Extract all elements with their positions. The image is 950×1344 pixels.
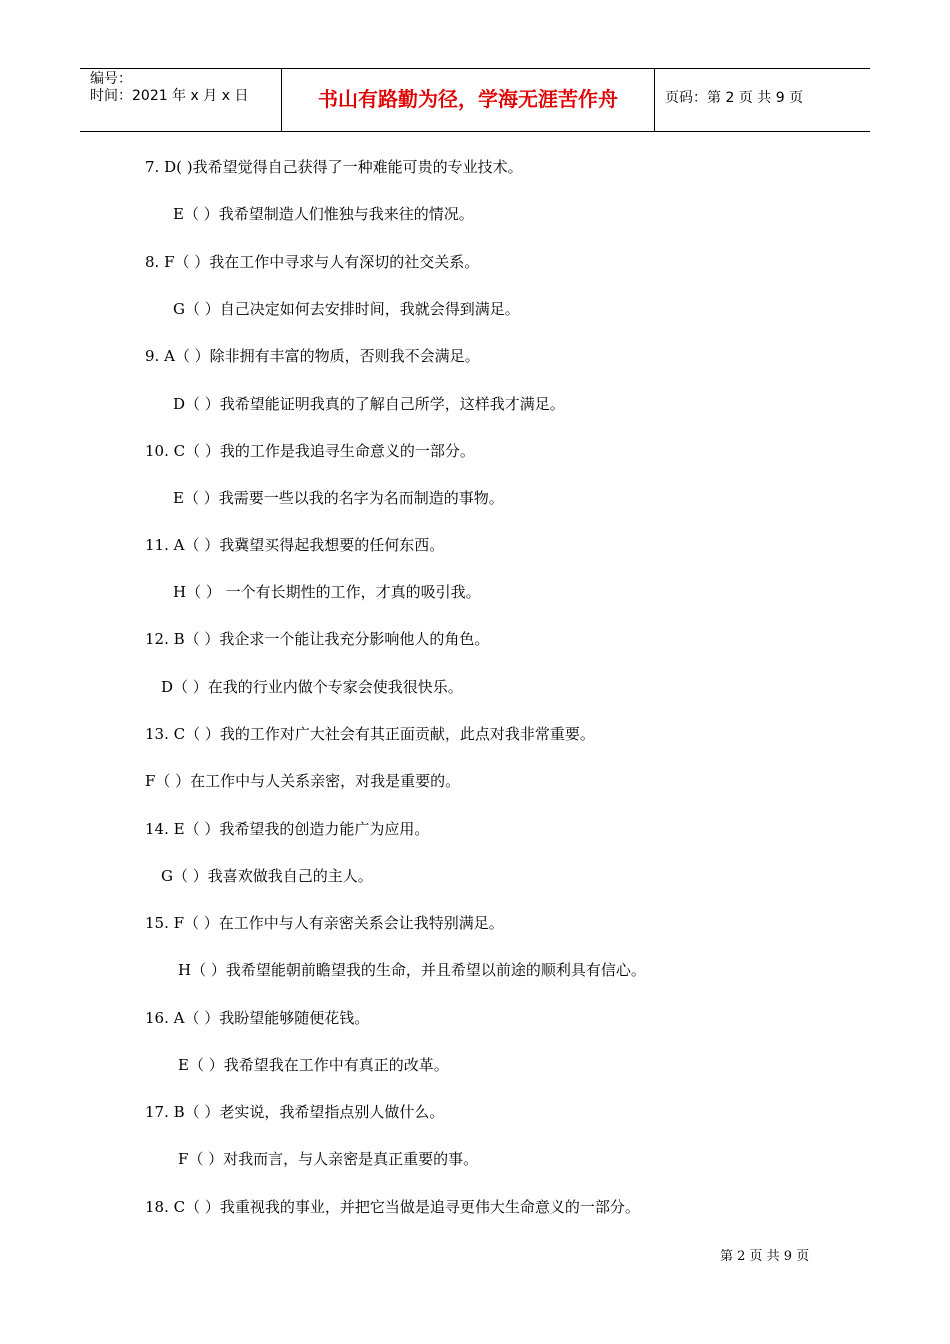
question-line: 17. B（ ）老实说，我希望指点别人做什么。 (145, 1103, 445, 1121)
header-divider (654, 69, 655, 131)
question-line: 8. F（ ）我在工作中寻求与人有深切的社交关系。 (145, 253, 480, 271)
page-header (80, 68, 870, 132)
question-option: H（ ） 一个有长期性的工作，才真的吸引我。 (173, 583, 481, 601)
question-option: G（ ）自己决定如何去安排时间，我就会得到满足。 (173, 300, 520, 318)
header-motto: 书山有路勤为径，学海无涯苦作舟 (318, 87, 618, 111)
question-option: H（ ）我希望能朝前瞻望我的生命，并且希望以前途的顺利具有信心。 (178, 961, 646, 979)
question-option: E（ ）我希望制造人们惟独与我来往的情况。 (173, 205, 474, 223)
header-meta (90, 71, 248, 105)
question-line: 11. A（ ）我冀望买得起我想要的任何东西。 (145, 536, 445, 554)
question-line: 12. B（ ）我企求一个能让我充分影响他人的角色。 (145, 630, 490, 648)
question-option: F（ ）在工作中与人关系亲密，对我是重要的。 (145, 772, 461, 790)
question-line: 18. C（ ）我重视我的事业，并把它当做是追寻更伟大生命意义的一部分。 (145, 1198, 640, 1216)
question-line: 14. E（ ）我希望我的创造力能广为应用。 (145, 820, 430, 838)
question-line: 15. F（ ）在工作中与人有亲密关系会让我特别满足。 (145, 914, 504, 932)
question-option: D（ ）在我的行业内做个专家会使我很快乐。 (161, 678, 463, 696)
question-option: E（ ）我需要一些以我的名字为名而制造的事物。 (173, 489, 504, 507)
question-option: F（ ）对我而言，与人亲密是真正重要的事。 (178, 1150, 479, 1168)
document-number-label: 编号： (90, 71, 132, 87)
question-option: D（ ）我希望能证明我真的了解自己所学，这样我才满足。 (173, 395, 565, 413)
question-option: E（ ）我希望我在工作中有真正的改革。 (178, 1056, 449, 1074)
question-line: 7. D( )我希望觉得自己获得了一种难能可贵的专业技术。 (145, 158, 523, 176)
question-line: 13. C（ ）我的工作对广大社会有其正面贡献，此点对我非常重要。 (145, 725, 595, 743)
question-line: 10. C（ ）我的工作是我追寻生命意义的一部分。 (145, 442, 475, 460)
page-footer: 第 2 页 共 9 页 (720, 1249, 810, 1264)
question-line: 16. A（ ）我盼望能够随便花钱。 (145, 1009, 370, 1027)
document-date: 时间：2021 年 x 月 x 日 (90, 88, 249, 104)
question-option: G（ ）我喜欢做我自己的主人。 (161, 867, 373, 885)
header-page-number: 页码：第 2 页 共 9 页 (665, 90, 804, 106)
question-line: 9. A（ ）除非拥有丰富的物质，否则我不会满足。 (145, 347, 480, 365)
